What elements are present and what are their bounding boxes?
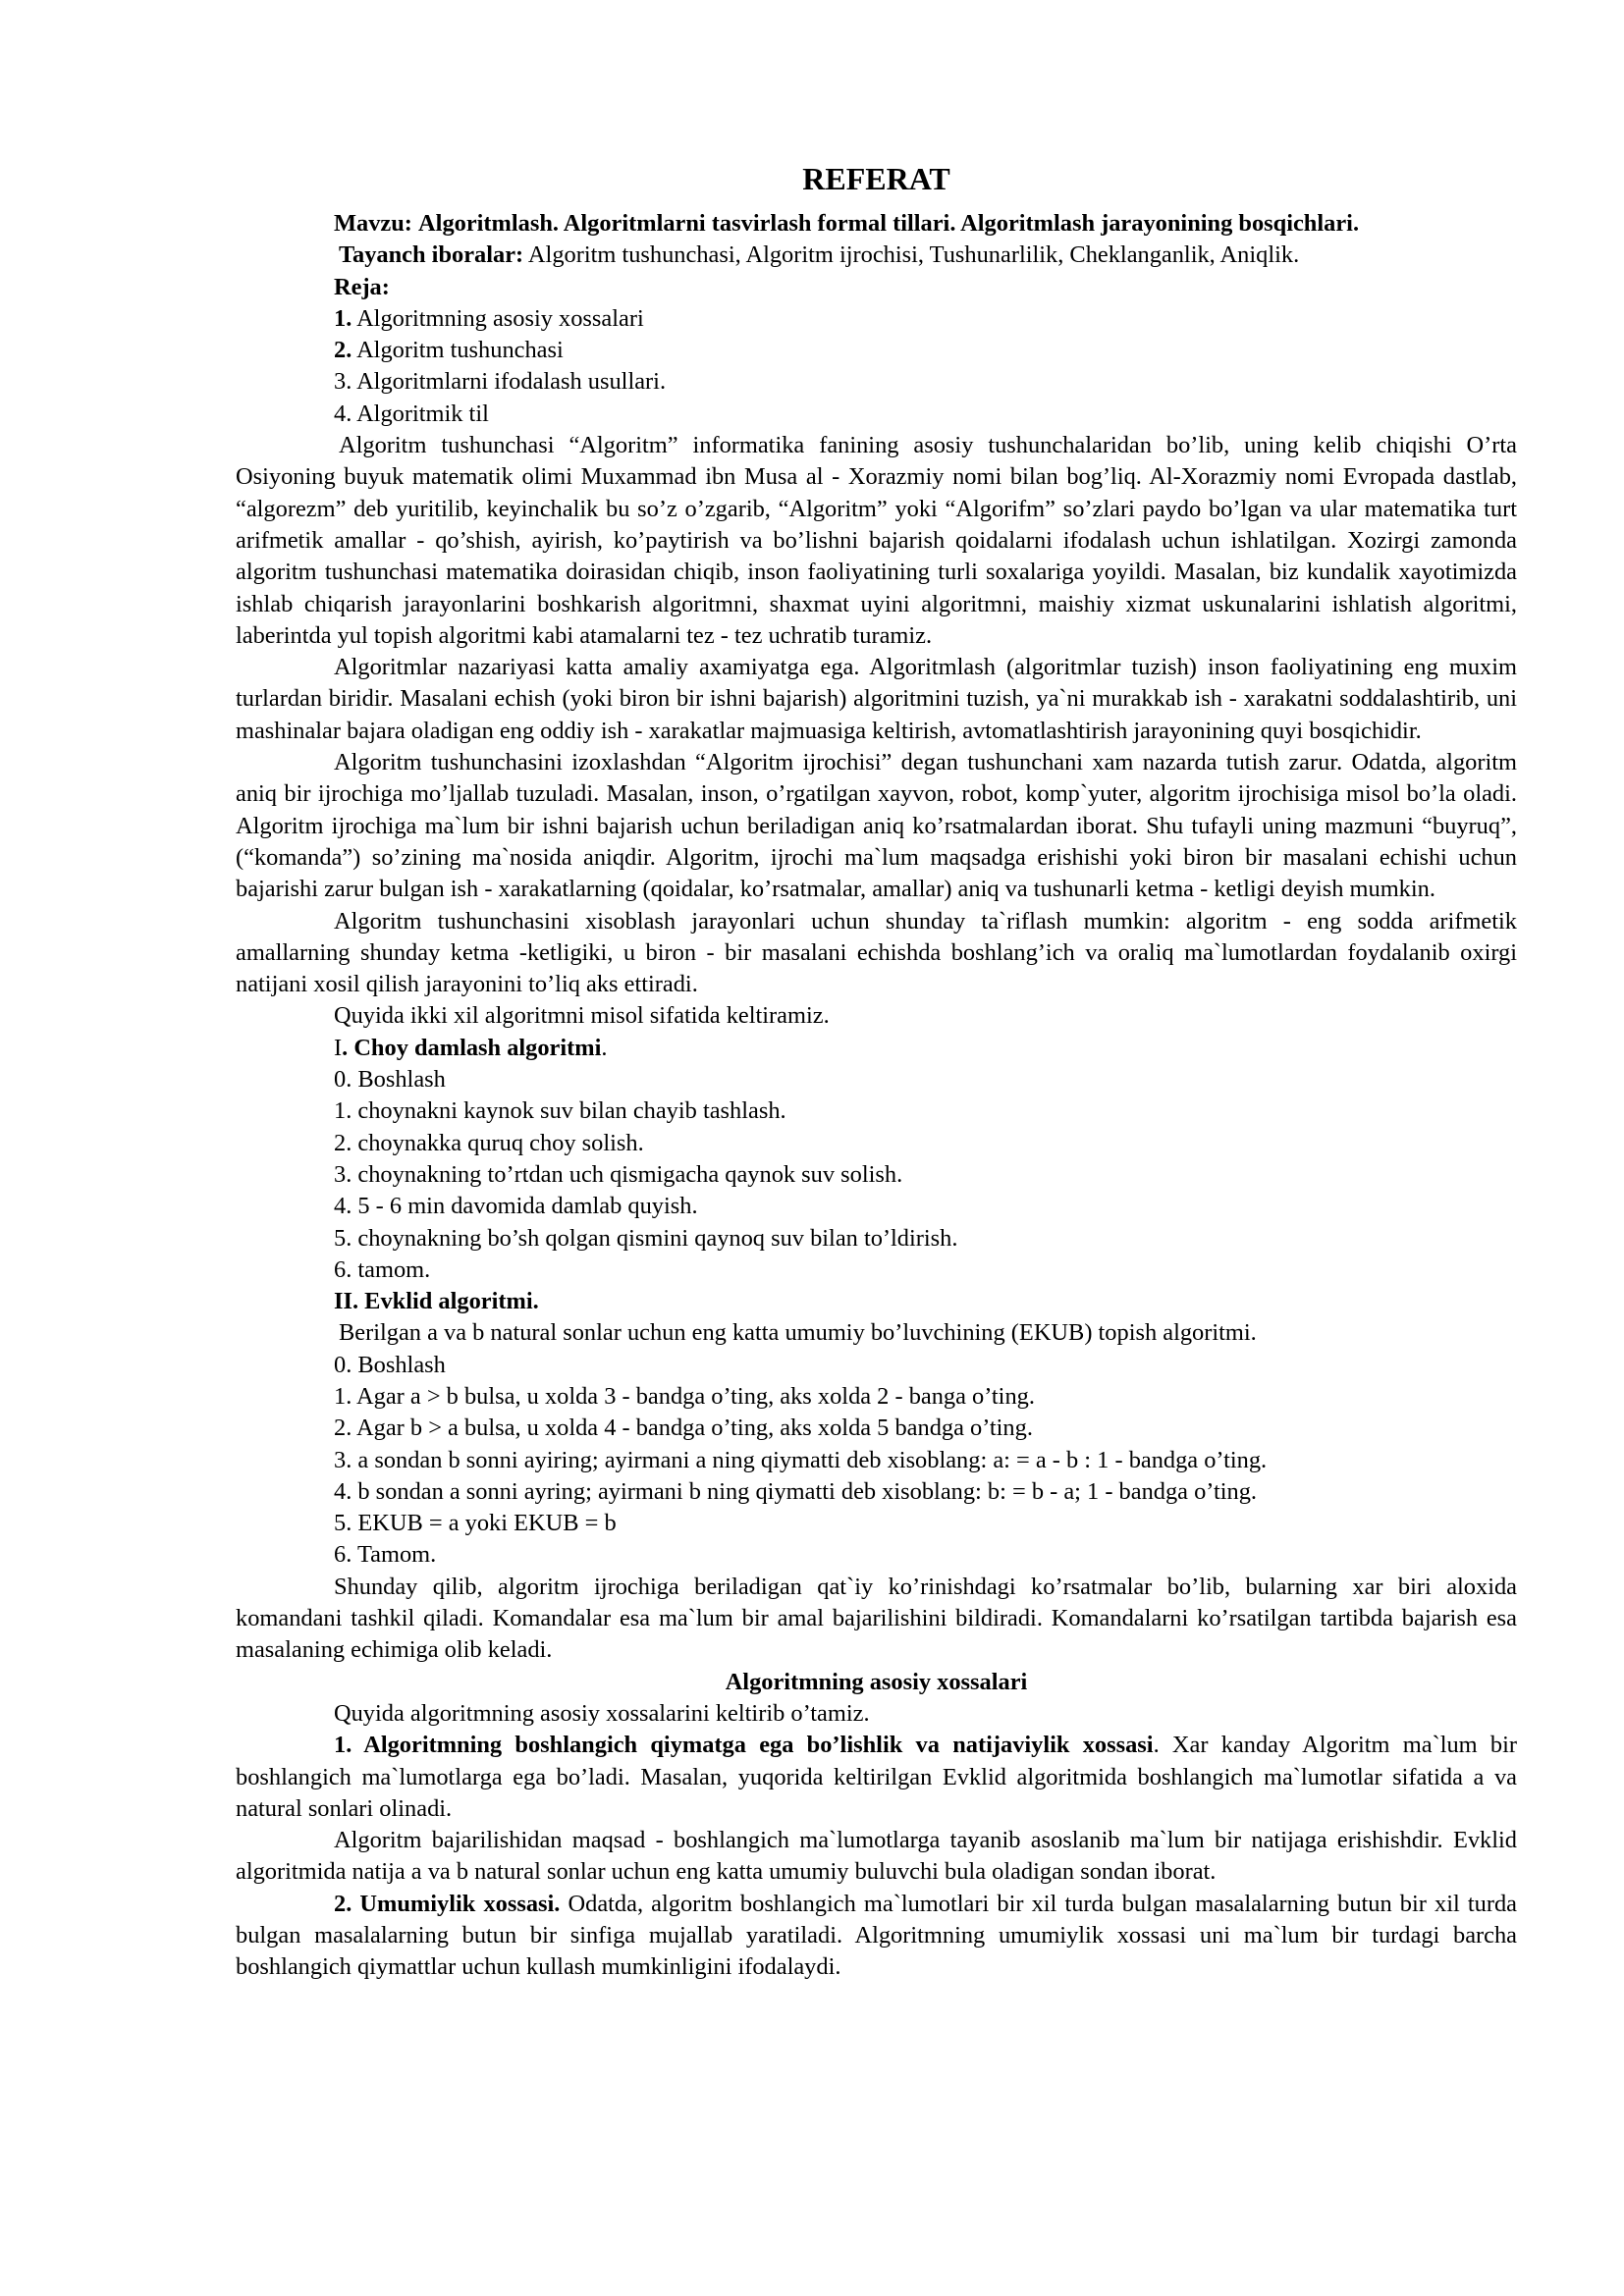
topic-line: [236, 208, 1517, 240]
algorithm-2-title: II. Evklid algoritmi.: [334, 1288, 539, 1315]
property-2-paragraph: 2. Umumiylik xossasi. Odatda, algoritm boshlangich ma`lumotlari bir xil turda bulgan masalalarning butun bir xil turda bulgan masalalarning butun bir sinfiga mujallab yaratiladi. Algoritmning umumiylik xossasi uni ma`lum bir turdagi barcha boshlangich qiymattlar uchun kullash mumkinligini ifodalaydi.: [236, 1890, 1518, 1981]
keywords-line: [236, 240, 1517, 271]
algorithm-step: 3. a sondan b sonni ayiring; ayirmani a ning qiymatti deb xisoblang: a: = a - b : 1 - bandga o’ting.: [334, 1446, 1268, 1473]
algorithm-step: 6. Tamom.: [334, 1541, 437, 1569]
algorithm-step: 2. choynakka quruq choy solish.: [334, 1129, 644, 1156]
algorithm-step: 0. Boshlash: [334, 1066, 446, 1094]
paragraph: Algoritm tushunchasi “Algoritm” informatika fanining asosiy tushunchalaridan bo’lib, uning kelib chiqishi O’rta Osiyoning buyuk matematik olimi Muxammad ibn Musa al - Xorazmiy nomi bilan bog’liq. Al-Xorazmiy nomi Evropada dastlab, “algorezm” deb yuritilib, keyinchalik bu so’z o’zgarib, “Algoritm” yoki “Algorifm” so’zlari paydo bo’lgan va ular matematika turt arifmetik amallar - qo’shish, ayirish, ko’paytirish va bo’lishni bajarish qoidalarni ifodalash uchun ishlatilgan. Xozirgi zamonda algoritm tushunchasi matematika doirasidan chiqib, inson faoliyatining turli soxalariga yoyildi. Masalan, biz kundalik xayotimizda ishlab chiqarish jarayonlarini boshkarish algoritmni, shaxmat uyini algoritmni, maishiy xizmat uskunalarini ishlatish algoritmi, laberintda yul topish algoritmi kabi atamalarni tez - tez uchratib turamiz.: [236, 432, 1517, 649]
plan-item: 2. Algoritm tushunchasi: [334, 337, 564, 364]
property-1-paragraph: 1. Algoritmning boshlangich qiymatga ega bo’lishlik va natijaviylik xossasi. Xar kanday Algoritm ma`lum bir boshlangich ma`lumotlarga ega bo’ladi. Masalan, yuqorida keltirilgan Evklid algoritmida boshlangich ma`lumotlar sifatida a va natural sonlari olinadi.: [236, 1732, 1518, 1822]
algorithm-1-title: I. Choy damlash algoritmi.: [334, 1034, 608, 1061]
examples-intro: Quyida ikki xil algoritmni misol sifatida keltiramiz.: [334, 1002, 830, 1030]
paragraph: Algoritm tushunchasini xisoblash jarayonlari uchun shunday ta`riflash mumkin: algoritm - eng sodda arifmetik amallarning shunday ketma -ketligiki, u biron - bir masalani echishda boshlang’ich va oraliq ma`lumotlardan foydalanib oxirgi natijani xosil qilish jarayonini to’liq aks ettiradi.: [236, 907, 1517, 998]
algorithm-step: 5. choynakning bo’sh qolgan qismini qaynoq suv bilan to’ldirish.: [334, 1224, 958, 1252]
topic-label: Mavzu:: [334, 210, 412, 237]
section-heading: Algoritmning asosiy xossalari: [725, 1668, 1028, 1695]
algorithm-step: 5. EKUB = a yoki EKUB = b: [334, 1510, 617, 1537]
algorithm-step: 4. 5 - 6 min davomida damlab quyish.: [334, 1193, 698, 1220]
keywords-label: Tayanch iboralar:: [339, 241, 524, 269]
algorithm-step: 1. choynakni kaynok suv bilan chayib tashlash.: [334, 1097, 786, 1125]
algorithm-step: 2. Agar b > a bulsa, u xolda 4 - bandga o’ting, aks xolda 5 bandga o’ting.: [334, 1415, 1033, 1442]
algorithm-step: 1. Agar a > b bulsa, u xolda 3 - bandga o’ting, aks xolda 2 - banga o’ting.: [334, 1382, 1035, 1410]
plan-item: 3. Algoritmlarni ifodalash usullari.: [334, 368, 667, 396]
keywords-text: Algoritm tushunchasi, Algoritm ijrochisi, Tushunarlilik, Cheklanganlik, Aniqlik.: [527, 241, 1300, 269]
plan-item: 4. Algoritmik til: [334, 400, 489, 427]
property-1-paragraph-2: Algoritm bajarilishidan maqsad - boshlangich ma`lumotlarga tayanib asoslanib ma`lum bir natijaga erishishdir. Evklid algoritmida natija a va b natural sonlar uchun eng katta umumiy buluvchi bula oladigan sondan iborat.: [236, 1827, 1517, 1886]
plan-item: 1. Algoritmning asosiy xossalari: [334, 304, 644, 332]
algorithm-step: 4. b sondan a sonni ayring; ayirmani b ning qiymatti deb xisoblang: b: = b - a; 1 - bandga o’ting.: [334, 1477, 1258, 1505]
topic-text: Algoritmlash. Algoritmlarni tasvirlash formal tillari. Algoritmlash jarayonining bosqichlari.: [418, 210, 1360, 237]
conclusion-paragraph: Shunday qilib, algoritm ijrochiga beriladigan qat`iy ko’rinishdagi ko’rsatmalar bo’lib, bularning xar biri aloxida komandani tashkil qiladi. Komandalar esa ma`lum bir amal bajarilishini bildiradi. Komandalarni ko’rsatilgan tartibda bajarish esa masalaning echimiga olib keladi.: [236, 1573, 1517, 1664]
algorithm-step: 0. Boshlash: [334, 1351, 446, 1378]
algorithm-step: 6. tamom.: [334, 1255, 431, 1283]
document-title: REFERAT: [802, 161, 950, 196]
algorithm-2-description: Berilgan a va b natural sonlar uchun eng katta umumiy bo’luvchining (EKUB) topish algoritmi.: [339, 1319, 1257, 1347]
document-page: [236, 147, 1517, 1984]
algorithm-step: 3. choynakning to’rtdan uch qismigacha qaynok suv solish.: [334, 1160, 903, 1188]
paragraph: Algoritmlar nazariyasi katta amaliy axamiyatga ega. Algoritmlash (algoritmlar tuzish) inson faoliyatining eng muxim turlardan biridir. Masalani echish (yoki biron bir ishni bajarish) algoritmini tuzish, ya`ni murakkab ish - xarakatni soddalashtirib, uni mashinalar bajara oladigan eng oddiy ish - xarakatlar majmuasiga keltirish, avtomatlashtirish jarayonining quyi bosqichidir.: [236, 654, 1517, 744]
paragraph: Algoritm tushunchasini izoxlashdan “Algoritm ijrochisi” degan tushunchani xam nazarda tutish zarur. Odatda, algoritm aniq bir ijrochiga mo’ljallab tuzuladi. Masalan, inson, o’rgatilgan xayvon, robot, komp`yuter, algoritm ijrochisiga misol bo’la oladi. Algoritm ijrochiga ma`lum bir ishni bajarish uchun beriladigan aniq ko’rsatmalardan iborat. Shu tufayli uning mazmuni “buyruq”, (“komanda”) so’zining ma`nosida aniqdir. Algoritm, ijrochi ma`lum maqsadga erishishi yoki biron bir masalani echishi uchun bajarishi zarur bulgan ish - xarakatlarning (qoidalar, ko’rsatmalar, amallar) aniq va tushunarli ketma - ketligi deyish mumkin.: [236, 749, 1517, 903]
plan-label: Reja:: [334, 273, 390, 300]
section-intro: Quyida algoritmning asosiy xossalarini keltirib o’tamiz.: [334, 1699, 870, 1727]
